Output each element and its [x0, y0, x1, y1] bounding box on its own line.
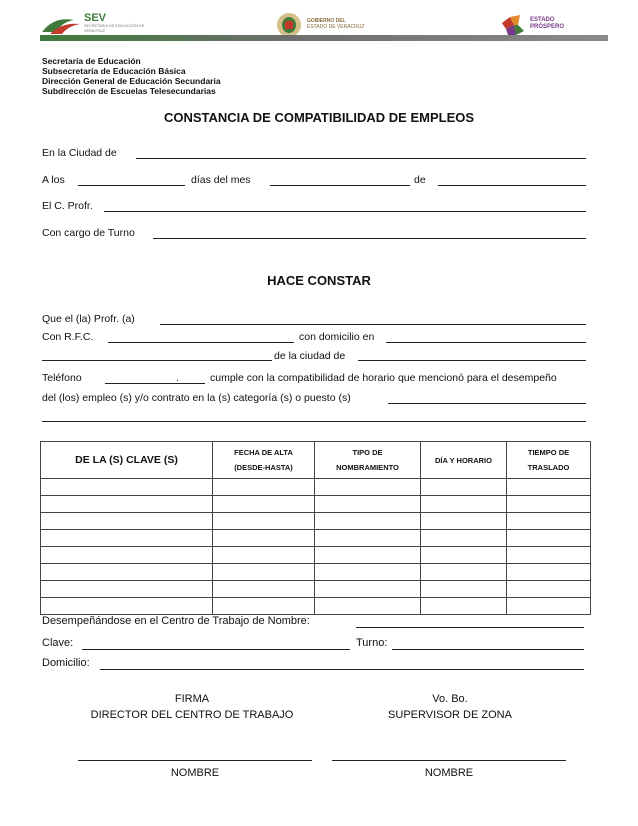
header-line-2: Subsecretaría de Educación Básica	[42, 66, 186, 76]
ciudad-de-field[interactable]	[358, 360, 586, 361]
domicilio-cont-field[interactable]	[42, 360, 272, 361]
de-label: de	[414, 174, 426, 186]
table-cell[interactable]	[315, 530, 421, 547]
profr-label: El C. Profr.	[42, 200, 93, 212]
hace-constar-title: HACE CONSTAR	[267, 273, 371, 288]
ciudad-de-label: de la ciudad de	[274, 350, 346, 362]
rfc-field[interactable]	[108, 342, 294, 343]
director-signature-line[interactable]	[78, 760, 312, 761]
table-cell[interactable]	[421, 530, 507, 547]
table-cell[interactable]	[41, 496, 213, 513]
supervisor-nombre-label: NOMBRE	[424, 767, 474, 779]
table-cell[interactable]	[421, 547, 507, 564]
clave-label: Clave:	[42, 637, 74, 649]
vobo-label: Vo. Bo.	[432, 693, 468, 705]
table-cell[interactable]	[315, 581, 421, 598]
prospero-logo-line2: PRÓSPERO	[530, 24, 565, 30]
table-cell[interactable]	[315, 513, 421, 530]
centro-field[interactable]	[356, 627, 584, 628]
turno-field[interactable]	[392, 649, 584, 650]
table-row	[41, 496, 591, 513]
col-claves-header: DE LA (S) CLAVE (S)	[41, 442, 213, 479]
telefono-field[interactable]	[105, 383, 205, 384]
col-tipo-header	[315, 442, 421, 479]
table-row	[41, 598, 591, 615]
table-cell[interactable]	[315, 496, 421, 513]
table-cell[interactable]	[213, 581, 315, 598]
table-cell[interactable]	[507, 513, 591, 530]
table-cell[interactable]	[421, 479, 507, 496]
col-fecha-header-line2: (DESDE-HASTA)	[234, 463, 293, 472]
table-cell[interactable]	[421, 598, 507, 615]
gobierno-logo-line2: ESTADO DE VERACRUZ	[307, 24, 365, 30]
que-el-field[interactable]	[160, 324, 586, 325]
table-cell[interactable]	[507, 581, 591, 598]
empleo-cont-field[interactable]	[42, 421, 586, 422]
table-cell[interactable]	[315, 598, 421, 615]
table-row	[41, 547, 591, 564]
table-body	[41, 479, 591, 615]
dias-field[interactable]	[78, 185, 185, 186]
table-cell[interactable]	[421, 513, 507, 530]
cargo-field[interactable]	[153, 238, 586, 239]
table-cell[interactable]	[213, 479, 315, 496]
table-header-row	[41, 442, 591, 479]
empleo-label: del (los) empleo (s) y/o contrato en la (s) categoría (s) o puesto (s)	[42, 392, 351, 404]
cumple-text: cumple con la compatibilidad de horario que mencionó para el desempeño	[210, 372, 557, 384]
header-line-1: Secretaría de Educación	[42, 56, 141, 66]
header-line-3: Dirección General de Educación Secundaria	[42, 76, 221, 86]
table-cell[interactable]	[41, 547, 213, 564]
prospero-logo-line1: ESTADO	[530, 17, 555, 23]
mes-field[interactable]	[270, 185, 410, 186]
table-cell[interactable]	[315, 479, 421, 496]
table-cell[interactable]	[507, 479, 591, 496]
table-row	[41, 530, 591, 547]
domicilio-field[interactable]	[100, 669, 584, 670]
sev-logo-name: SEV	[84, 12, 107, 24]
table-cell[interactable]	[507, 598, 591, 615]
table-cell[interactable]	[41, 513, 213, 530]
col-horario-header: DÍA Y HORARIO	[421, 442, 507, 479]
header-line-4: Subdirección de Escuelas Telesecundarias	[42, 86, 216, 96]
supervisor-signature-line[interactable]	[332, 760, 566, 761]
table-cell[interactable]	[213, 513, 315, 530]
table-row	[41, 581, 591, 598]
sev-logo-sub: SECRETARÍA DE EDUCACIÓN DE VERACRUZ	[84, 24, 145, 33]
table-cell[interactable]	[213, 564, 315, 581]
table-cell[interactable]	[507, 496, 591, 513]
domicilio-en-label: con domicilio en	[299, 331, 375, 343]
table-cell[interactable]	[507, 564, 591, 581]
telefono-dot: .	[176, 372, 179, 384]
col-traslado-header-line2: TRASLADO	[527, 463, 570, 472]
table-row	[41, 479, 591, 496]
a-los-label: A los	[42, 174, 65, 186]
table-cell[interactable]	[507, 530, 591, 547]
table-cell[interactable]	[213, 547, 315, 564]
ciudad-field[interactable]	[136, 158, 586, 159]
col-tipo-header-line2: NOMBRAMIENTO	[336, 463, 399, 472]
table-cell[interactable]	[315, 564, 421, 581]
table-cell[interactable]	[213, 530, 315, 547]
director-nombre-label: NOMBRE	[170, 767, 220, 779]
table-cell[interactable]	[41, 479, 213, 496]
telefono-label: Teléfono	[42, 372, 82, 384]
table-cell[interactable]	[507, 547, 591, 564]
rfc-label: Con R.F.C.	[42, 331, 94, 343]
empleo-field[interactable]	[388, 403, 586, 404]
dias-del-mes-label: días del mes	[191, 174, 251, 186]
profr-field[interactable]	[104, 211, 586, 212]
que-el-label: Que el (la) Profr. (a)	[42, 313, 135, 325]
document-title: CONSTANCIA DE COMPATIBILIDAD DE EMPLEOS	[163, 110, 475, 125]
firma-label: FIRMA	[174, 693, 210, 705]
table-cell[interactable]	[41, 581, 213, 598]
table-cell[interactable]	[421, 564, 507, 581]
supervisor-label: SUPERVISOR DE ZONA	[388, 709, 512, 721]
anio-field[interactable]	[438, 185, 586, 186]
col-fecha-header-line1: FECHA DE ALTA	[234, 448, 293, 457]
prospero-logo-icon	[500, 13, 528, 37]
col-tipo-header-line1: TIPO DE	[352, 448, 383, 457]
domicilio-label: Domicilio:	[42, 657, 90, 669]
table-cell[interactable]	[41, 598, 213, 615]
clave-field[interactable]	[82, 649, 350, 650]
col-traslado-header	[507, 442, 591, 479]
gobierno-logo-line1: GOBIERNO DEL	[307, 18, 346, 24]
centro-label: Desempeñándose en el Centro de Trabajo de Nombre:	[42, 615, 310, 627]
col-fecha-header	[213, 442, 315, 479]
cargo-label: Con cargo de Turno	[42, 227, 135, 239]
domicilio-en-field[interactable]	[386, 342, 586, 343]
table-cell[interactable]	[421, 496, 507, 513]
ciudad-label: En la Ciudad de	[42, 147, 117, 159]
header-band	[40, 35, 608, 41]
claves-table	[40, 441, 591, 615]
col-traslado-header-line1: TIEMPO DE	[527, 448, 570, 457]
table-cell[interactable]	[41, 530, 213, 547]
table-cell[interactable]	[213, 496, 315, 513]
table-cell[interactable]	[421, 581, 507, 598]
turno-label: Turno:	[356, 637, 388, 649]
table-cell[interactable]	[315, 547, 421, 564]
table-row	[41, 564, 591, 581]
director-label: DIRECTOR DEL CENTRO DE TRABAJO	[90, 709, 294, 721]
table-cell[interactable]	[41, 564, 213, 581]
table-row	[41, 513, 591, 530]
table-cell[interactable]	[213, 598, 315, 615]
